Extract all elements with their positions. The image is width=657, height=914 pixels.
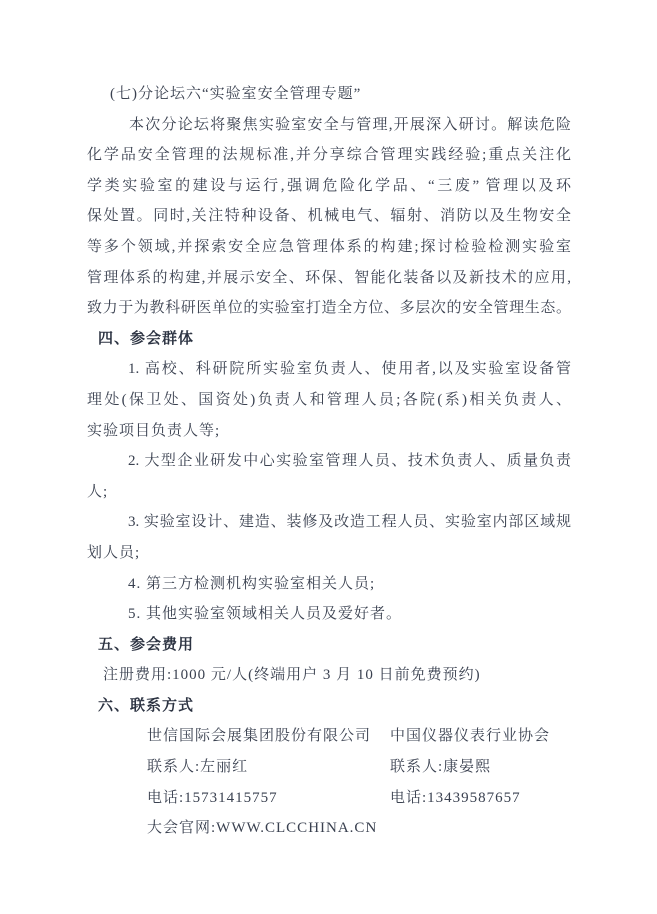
text-line: 学类实验室的建设与运行,强调危险化学品、“三废” 管理以及环: [87, 177, 571, 194]
contact-cell-right: 联系人:康晏熙: [390, 759, 492, 776]
contact-cell-right: [390, 813, 571, 844]
document-lines: [87, 79, 571, 721]
text-line: 划人员;: [87, 544, 141, 561]
text-line: 3. 实验室设计、建造、装修及改造工程人员、实验室内部区域规: [128, 514, 571, 531]
contact-cell-left: 电话:15731415757: [147, 789, 278, 806]
contact-cell-left: 大会官网:WWW.CLCCHINA.CN: [147, 820, 378, 837]
text-line: 1. 高校、科研院所实验室负责人、使用者,以及实验室设备管: [128, 361, 571, 378]
contact-cell-right: 电话:13439587657: [390, 789, 521, 806]
contact-cell-left: 联系人:左丽红: [147, 759, 249, 776]
text-line: 本次分论坛将聚焦实验室安全与管理,开展深入研讨。解读危险: [129, 116, 571, 133]
text-line: 注册费用:1000 元/人(终端用户 3 月 10 日前免费预约): [103, 667, 481, 684]
text-line: 化学品安全管理的法规标准,并分享综合管理实践经验;重点关注化: [87, 147, 571, 164]
text-line: 管理体系的构建,并展示安全、环保、智能化装备以及新技术的应用,: [87, 269, 571, 286]
text-line: 五、参会费用: [98, 636, 195, 653]
contact-row: [87, 752, 571, 783]
text-line: 实验项目负责人等;: [87, 422, 221, 439]
contact-cell-left: 世信国际会展集团股份有限公司: [147, 728, 372, 745]
text-line: 理处(保卫处、国资处)负责人和管理人员;各院(系)相关负责人、: [87, 391, 571, 408]
text-line: 致力于为教科研医单位的实验室打造全方位、多层次的安全管理生态。: [87, 300, 571, 317]
contact-row: [87, 721, 571, 752]
text-line: 六、联系方式: [98, 697, 195, 714]
text-line: (七)分论坛六“实验室安全管理专题”: [110, 86, 362, 102]
text-line: 等多个领域,并探索安全应急管理体系的构建;探讨检验检测实验室: [87, 238, 571, 255]
text-line: 2. 大型企业研发中心实验室管理人员、技术负责人、质量负责: [128, 453, 571, 470]
contact-block: [87, 721, 571, 843]
contact-cell-right: 中国仪器仪表行业协会: [390, 728, 551, 745]
document-body: [87, 79, 571, 844]
text-line: 人;: [87, 483, 109, 500]
text-line: 保处置。同时,关注特种设备、机械电气、辐射、消防以及生物安全: [87, 208, 571, 225]
contact-row: [87, 783, 571, 814]
text-line: 四、参会群体: [98, 330, 195, 347]
contact-row: [87, 813, 571, 844]
text-line: 5. 其他实验室领域相关人员及爱好者。: [128, 606, 403, 623]
text-line: 4. 第三方检测机构实验室相关人员;: [128, 575, 376, 592]
